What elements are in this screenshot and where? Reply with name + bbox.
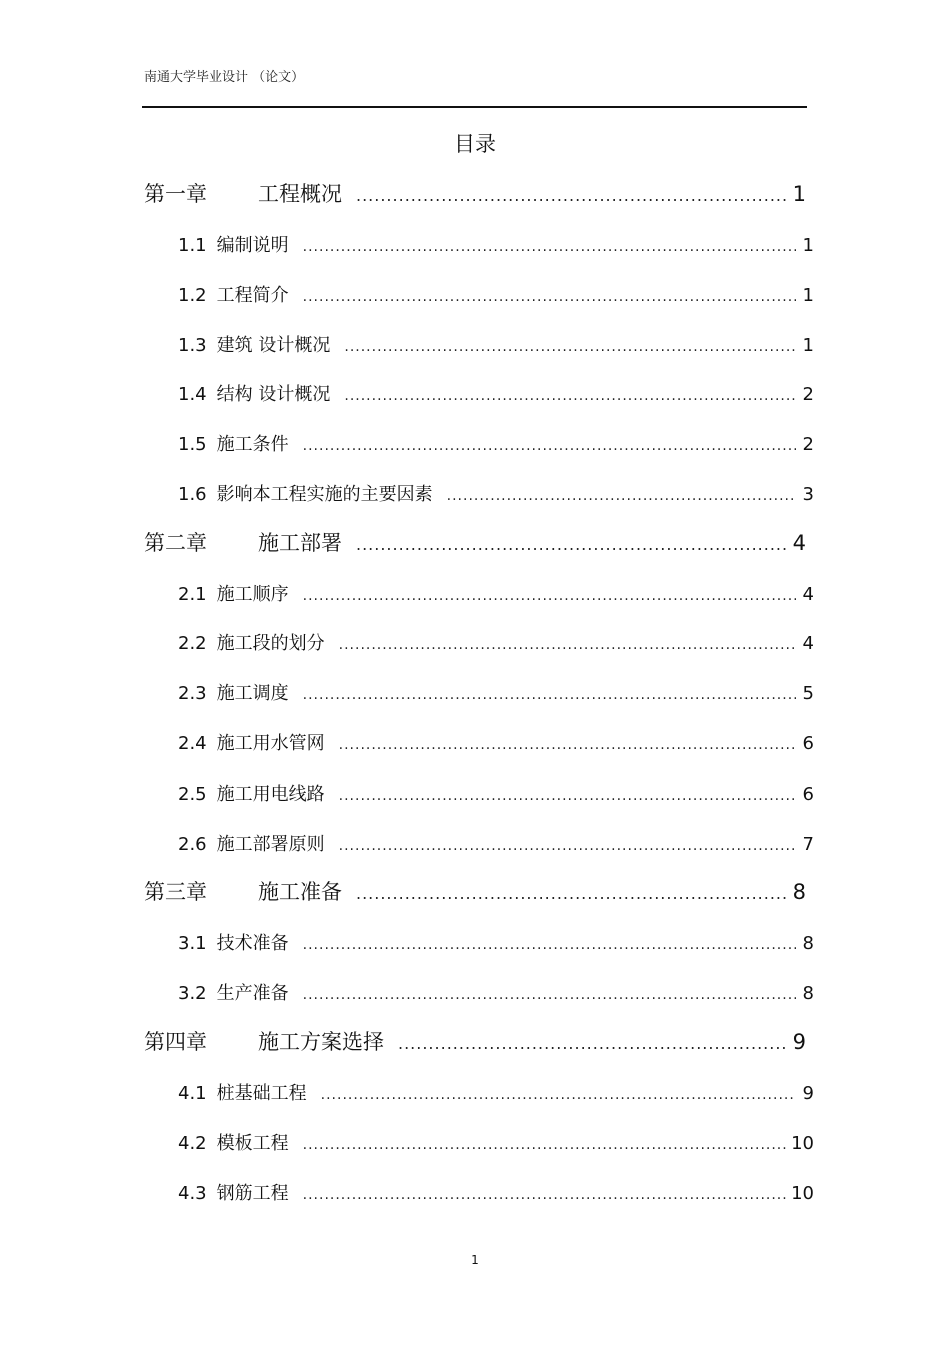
toc-page-number: 1 <box>802 285 814 306</box>
toc-number: 3.1 <box>178 933 207 954</box>
toc-entry-title: 施工顺序 <box>216 584 289 605</box>
toc-number: 1.2 <box>178 285 207 306</box>
dot-leader <box>356 535 788 554</box>
toc-entry-title: 工程简介 <box>216 285 289 306</box>
dot-leader <box>303 588 796 604</box>
toc-section[interactable] <box>178 430 814 456</box>
dot-leader <box>356 186 788 205</box>
toc-page-number: 8 <box>802 983 814 1004</box>
toc-entry-title: 技术准备 <box>216 933 289 954</box>
dot-leader <box>447 488 796 504</box>
toc-number: 2.5 <box>178 784 207 805</box>
toc-section[interactable] <box>178 1079 814 1105</box>
toc-section[interactable] <box>178 929 814 955</box>
toc-page-number: 8 <box>792 880 806 904</box>
toc-number: 2.1 <box>178 584 207 605</box>
dot-leader <box>339 637 796 653</box>
toc-page-number: 2 <box>802 434 814 455</box>
toc-title: 目录 <box>454 132 496 156</box>
toc-number: 1.3 <box>178 335 207 356</box>
toc-chapter[interactable] <box>144 527 806 557</box>
dot-leader <box>398 1034 788 1053</box>
toc-number: 2.3 <box>178 683 207 704</box>
toc-page-number: 5 <box>802 683 814 704</box>
toc-number: 第四章 <box>144 1030 207 1054</box>
toc-entry-title: 施工段的划分 <box>216 633 325 654</box>
toc-entry-title: 桩基础工程 <box>216 1083 307 1104</box>
dot-leader <box>303 1137 787 1153</box>
dot-leader <box>339 838 796 854</box>
toc-section[interactable] <box>178 380 814 406</box>
toc-page-number: 1 <box>802 235 814 256</box>
toc-page-number: 7 <box>802 834 814 855</box>
toc-page-number: 6 <box>802 784 814 805</box>
toc-entry-title: 钢筋工程 <box>216 1183 289 1204</box>
toc-section[interactable] <box>178 780 814 806</box>
toc-entry-title: 工程概况 <box>258 182 342 206</box>
toc-page-number: 4 <box>802 584 814 605</box>
dot-leader <box>344 388 796 404</box>
toc-section[interactable] <box>178 231 814 257</box>
toc-section[interactable] <box>178 281 814 307</box>
toc-page-number: 3 <box>802 484 814 505</box>
toc-number: 2.6 <box>178 834 207 855</box>
toc-page-number: 1 <box>802 335 814 356</box>
toc-section[interactable] <box>178 629 814 655</box>
toc-section[interactable] <box>178 480 814 506</box>
toc-number: 1.4 <box>178 384 207 405</box>
toc-entry-title: 施工准备 <box>258 880 342 904</box>
toc-number: 第二章 <box>144 531 207 555</box>
toc-number: 2.2 <box>178 633 207 654</box>
toc-section[interactable] <box>178 679 814 705</box>
toc-chapter[interactable] <box>144 178 806 208</box>
toc-number: 3.2 <box>178 983 207 1004</box>
toc-entry-title: 模板工程 <box>216 1133 289 1154</box>
toc-page-number: 8 <box>802 933 814 954</box>
dot-leader <box>356 884 788 903</box>
toc-entry-title: 编制说明 <box>216 235 289 256</box>
toc-page-number: 1 <box>792 182 806 206</box>
toc-entry-title: 施工用电线路 <box>216 784 325 805</box>
dot-leader <box>303 987 796 1003</box>
toc-number: 4.2 <box>178 1133 207 1154</box>
toc-entry-title: 施工部署原则 <box>216 834 325 855</box>
toc-number: 1.1 <box>178 235 207 256</box>
page-number: 1 <box>471 1253 479 1267</box>
toc-entry-title: 施工部署 <box>258 531 342 555</box>
dot-leader <box>303 239 796 255</box>
toc-entry-title: 生产准备 <box>216 983 289 1004</box>
toc-page-number: 6 <box>802 733 814 754</box>
toc-number: 第一章 <box>144 182 207 206</box>
toc-entry-title: 建筑 设计概况 <box>216 335 331 356</box>
dot-leader <box>339 788 796 804</box>
toc-number: 4.3 <box>178 1183 207 1204</box>
dot-leader <box>303 289 796 305</box>
document-header: 南通大学毕业设计 （论文） <box>144 70 305 85</box>
toc-section[interactable] <box>178 830 814 856</box>
toc-number: 1.5 <box>178 434 207 455</box>
toc-section[interactable] <box>178 331 814 357</box>
dot-leader <box>344 339 796 355</box>
toc-section[interactable] <box>178 580 814 606</box>
toc-entry-title: 结构 设计概况 <box>216 384 331 405</box>
toc-number: 2.4 <box>178 733 207 754</box>
dot-leader <box>303 687 796 703</box>
toc-section[interactable] <box>178 729 814 755</box>
toc-section[interactable] <box>178 1179 814 1205</box>
dot-leader <box>339 737 796 753</box>
toc-number: 1.6 <box>178 484 207 505</box>
toc-section[interactable] <box>178 979 814 1005</box>
dot-leader <box>303 1187 787 1203</box>
toc-number: 4.1 <box>178 1083 207 1104</box>
dot-leader <box>303 937 796 953</box>
dot-leader <box>303 438 796 454</box>
toc-entry-title: 施工用水管网 <box>216 733 325 754</box>
toc-page-number: 10 <box>791 1133 814 1154</box>
toc-entry-title: 施工方案选择 <box>258 1030 384 1054</box>
dot-leader <box>321 1087 796 1103</box>
toc-chapter[interactable] <box>144 1026 806 1056</box>
toc-page-number: 10 <box>791 1183 814 1204</box>
toc-page-number: 9 <box>792 1030 806 1054</box>
toc-page-number: 4 <box>792 531 806 555</box>
toc-entry-title: 施工条件 <box>216 434 289 455</box>
toc-page-number: 4 <box>802 633 814 654</box>
toc-entry-title: 施工调度 <box>216 683 289 704</box>
toc-entry-title: 影响本工程实施的主要因素 <box>216 484 433 505</box>
toc-page-number: 2 <box>802 384 814 405</box>
toc-page-number: 9 <box>802 1083 814 1104</box>
toc-chapter[interactable] <box>144 876 806 906</box>
toc-section[interactable] <box>178 1129 814 1155</box>
toc-number: 第三章 <box>144 880 207 904</box>
